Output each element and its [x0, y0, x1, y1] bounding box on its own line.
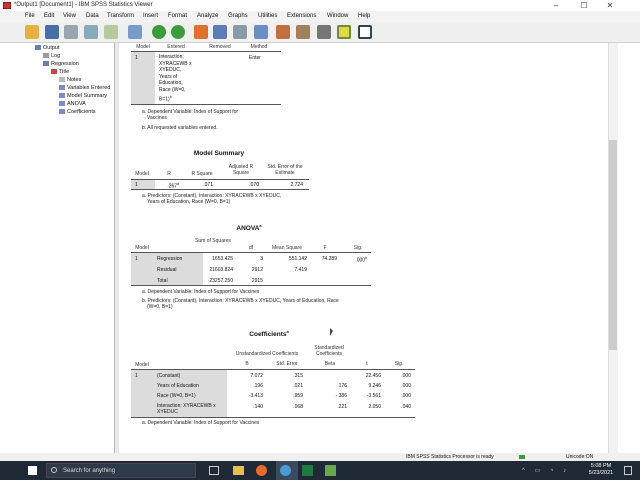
outline-node-output[interactable]: Output — [35, 45, 60, 52]
ms-stderr-value: 2.724 — [290, 182, 303, 188]
goto-case-icon[interactable] — [213, 25, 227, 39]
unicode-status: Unicode:ON — [566, 454, 594, 460]
recall-dialog-icon[interactable] — [128, 25, 142, 39]
menu-help[interactable]: Help — [358, 13, 371, 19]
anova-label-total: Total — [157, 278, 168, 284]
anova-ss-regression: 1653.425 — [212, 256, 233, 262]
undo-icon[interactable] — [152, 25, 166, 39]
table-icon — [59, 93, 65, 98]
spss-taskbar-icon[interactable] — [325, 465, 336, 476]
export-icon[interactable] — [104, 25, 118, 39]
open-folder-icon[interactable] — [25, 25, 39, 39]
coef-sig-education: .000 — [401, 383, 411, 389]
maximize-button[interactable]: ☐ — [580, 1, 588, 10]
anova-df-residual: 2912 — [251, 267, 263, 273]
search-icon[interactable] — [358, 25, 372, 39]
coef-se-education: .021 — [293, 383, 303, 389]
status-bar — [0, 453, 640, 461]
outline-node-title[interactable]: Title — [51, 69, 69, 76]
coef-header-se: Std. Error — [276, 361, 298, 367]
ve-header-removed: Removed — [209, 44, 231, 50]
coef-se-interaction: .068 — [293, 404, 303, 410]
book-icon — [35, 45, 41, 50]
outline-node-regression[interactable]: Regression — [43, 61, 79, 68]
coef-sig-constant: .000 — [401, 373, 411, 379]
notification-icon[interactable] — [624, 466, 632, 475]
anova-df-total: 2915 — [251, 278, 263, 284]
taskbar-search-box[interactable] — [46, 463, 196, 478]
anova-ms-residual: 7.419 — [294, 267, 307, 273]
ve-entered-text: Interaction: XYRACEWB x XYEDUC, Years of Education, Race (W=0, B=1)$^b$ — [159, 54, 192, 103]
menu-view[interactable]: View — [63, 13, 76, 19]
coef-b-race: -3.413 — [248, 393, 263, 399]
processor-ready-icon — [519, 455, 525, 459]
spss-app-icon — [3, 2, 11, 9]
anova-df-regression: 3 — [260, 256, 263, 262]
table-icon — [59, 101, 65, 106]
ms-note-a: a. Predictors: (Constant), Interaction: XYRACEWB x XYEDUC, — [142, 193, 282, 199]
ms-header-r: R — [167, 171, 171, 177]
book-icon — [43, 61, 49, 66]
anova-label-residual: Residual — [157, 267, 177, 273]
mouse-cursor-icon — [330, 328, 333, 336]
window-title: *Output1 [Document1] - IBM SPSS Statistics Viewer — [14, 2, 153, 8]
log-icon — [43, 53, 49, 58]
anova-ss-residual: 21603.824 — [209, 267, 233, 273]
ms-header-adjrsq: Adjusted R Square — [228, 164, 254, 176]
output-viewer — [119, 43, 608, 453]
excel-icon[interactable] — [302, 465, 313, 476]
coef-t-interaction: 2.050 — [368, 404, 381, 410]
ms-model-number: 1 — [135, 182, 138, 188]
anova-header-model: Model — [135, 245, 149, 251]
model-summary-title: Model Summary — [193, 150, 245, 157]
anova-model-number: 1 — [135, 256, 138, 262]
coefficients-title: Coefficients$^a$ — [249, 329, 289, 339]
anova-label-regression: Regression — [157, 256, 183, 262]
coef-header-model: Model — [135, 362, 149, 368]
demote-icon[interactable] — [296, 25, 310, 39]
ve-method: Enter — [249, 55, 261, 61]
coef-header-t: t — [366, 361, 368, 367]
coef-sig-interaction: .040 — [401, 404, 411, 410]
coef-label-constant: (Constant) — [157, 373, 181, 379]
coef-se-race: .959 — [293, 393, 303, 399]
coef-beta-interaction: .221 — [337, 404, 347, 410]
anova-header-df: df — [248, 245, 254, 251]
variables-icon[interactable] — [233, 25, 247, 39]
anova-header-f: F — [323, 245, 327, 251]
table-rule — [131, 179, 309, 180]
anova-sig-regression: .000$^b$ — [355, 256, 367, 264]
save-icon[interactable] — [45, 25, 59, 39]
close-button[interactable]: ✕ — [606, 1, 614, 10]
outline-node-coefficients[interactable]: Coefficients — [59, 109, 96, 116]
table-icon — [59, 85, 65, 90]
coef-se-constant: .315 — [293, 373, 303, 379]
table-rule — [131, 285, 371, 286]
ve-header-model: Model — [136, 44, 150, 50]
minimize-button[interactable]: – — [553, 1, 559, 10]
search-icon — [51, 467, 57, 473]
use-sets-icon[interactable] — [254, 25, 268, 39]
coef-t-education: 9.246 — [368, 383, 381, 389]
system-tray-icons[interactable]: ^ ▭ ◔ ♪ — [522, 468, 571, 474]
anova-header-ss: Sum of Squares — [195, 238, 231, 244]
ms-header-rsq: R Square — [191, 171, 213, 177]
anova-header-sig: Sig. — [353, 245, 363, 251]
taskbar — [0, 461, 640, 480]
browser-icon[interactable] — [280, 465, 291, 476]
table-rule — [131, 189, 309, 190]
outline-pane — [21, 43, 115, 453]
ve-note-a-cont: Vaccines — [147, 115, 167, 121]
coef-model-number: 1 — [135, 373, 138, 379]
coef-header-std: Standardized Coefficients — [314, 345, 344, 357]
outline-node-variables-entered[interactable]: Variables Entered — [59, 85, 110, 92]
menu-analyze[interactable]: Analyze — [197, 13, 219, 19]
toolbar — [0, 22, 640, 43]
coef-label-interaction: Interaction: XYRACEWB x XYEDUC — [157, 403, 216, 415]
coef-b-constant: 7.072 — [250, 373, 263, 379]
menu-file[interactable]: File — [25, 13, 35, 19]
menu-transform[interactable]: Transform — [107, 13, 135, 19]
anova-ms-regression: 551.142 — [288, 256, 307, 262]
outline-node-log[interactable]: Log — [43, 53, 60, 60]
anova-header-ms: Mean Square — [271, 245, 303, 251]
ms-r-value: .267$^a$ — [167, 182, 179, 190]
taskbar-search-placeholder: Search for anything — [63, 468, 116, 474]
goto-data-icon[interactable] — [194, 25, 208, 39]
outline-node-anova[interactable]: ANOVA — [59, 101, 86, 108]
coef-beta-race: -.386 — [335, 393, 347, 399]
table-rule — [131, 104, 281, 105]
windows-start-icon[interactable] — [28, 466, 37, 475]
anova-note-b: b. Predictors: (Constant), Interaction: XYRACEWB x XYEDUC, Years of Education, Race — [142, 298, 339, 304]
ve-note-a: a. Dependent Variable: Index of Support for — [142, 109, 239, 115]
firefox-icon[interactable] — [256, 465, 267, 476]
anova-f-regression: 74.289 — [321, 256, 337, 262]
processor-status: IBM SPSS Statistics Processor is ready — [406, 454, 494, 460]
print-icon[interactable] — [64, 25, 78, 39]
coef-label-race: Race (W=0, B=1) — [157, 393, 196, 399]
notes-icon — [59, 77, 65, 82]
coef-header-sig: Sig. — [394, 361, 404, 367]
left-margin — [0, 43, 21, 453]
menu-graphs[interactable]: Graphs — [228, 13, 248, 19]
menu-format[interactable]: Format — [168, 13, 188, 19]
ms-header-stderr: Std. Error of the Estimate — [267, 164, 303, 176]
coef-header-b: B — [245, 361, 249, 367]
coef-beta-education: .176 — [337, 383, 347, 389]
title-bar — [0, 0, 640, 11]
ve-header-method: Method — [250, 44, 268, 50]
ms-header-model: Model — [135, 171, 149, 177]
show-all-icon[interactable] — [317, 25, 331, 39]
coef-sig-race: .000 — [401, 393, 411, 399]
anova-title: ANOVA$^a$ — [236, 223, 262, 233]
coef-t-race: -3.561 — [366, 393, 381, 399]
clock[interactable]: 5:08 PM 5/23/2021 — [588, 463, 614, 476]
ve-model-number: 1 — [135, 55, 138, 61]
coef-header-unstd: Unstandardized Coefficients — [235, 351, 299, 357]
outline-node-model-summary[interactable]: Model Summary — [59, 93, 107, 100]
file-explorer-icon[interactable] — [233, 466, 244, 475]
coef-b-interaction: .140 — [253, 404, 263, 410]
task-view-icon[interactable] — [209, 466, 219, 475]
print-preview-icon[interactable] — [84, 25, 98, 39]
ms-adjrsq-value: .070 — [249, 182, 259, 188]
table-icon — [59, 109, 65, 114]
menu-bar — [0, 11, 640, 22]
ms-rsq-value: .071 — [203, 182, 213, 188]
menu-edit[interactable]: Edit — [44, 13, 55, 19]
outline-node-notes[interactable]: Notes — [59, 77, 81, 84]
coef-header-beta: Beta — [324, 361, 336, 367]
promote-icon[interactable] — [276, 25, 290, 39]
redo-icon[interactable] — [171, 25, 185, 39]
menu-window[interactable]: Window — [327, 13, 349, 19]
menu-utilities[interactable]: Utilities — [258, 13, 278, 19]
coef-b-education: .196 — [253, 383, 263, 389]
title-icon — [51, 69, 57, 74]
coef-t-constant: 22.456 — [365, 373, 381, 379]
table-rule — [131, 417, 415, 418]
menu-extensions[interactable]: Extensions — [287, 13, 317, 19]
anova-ss-total: 23257.250 — [209, 278, 233, 284]
ve-header-entered: Entered — [167, 44, 185, 50]
anova-note-a: a. Dependent Variable: Index of Support for Vaccines — [142, 289, 260, 295]
menu-insert[interactable]: Insert — [143, 13, 159, 19]
coef-note-a: a. Dependent Variable: Index of Support for Vaccines — [142, 420, 260, 426]
ms-note-a-cont: Years of Education, Race (W=0, B=1) — [147, 199, 231, 205]
coef-label-education: Years of Education — [157, 383, 199, 389]
anova-note-b-cont: (W=0, B=1) — [147, 304, 173, 310]
scrollbar-thumb[interactable] — [609, 140, 617, 350]
menu-data[interactable]: Data — [86, 13, 99, 19]
right-margin — [618, 43, 640, 453]
ve-note-b: b. All requested variables entered. — [142, 125, 218, 131]
designate-window-icon[interactable] — [337, 25, 351, 39]
